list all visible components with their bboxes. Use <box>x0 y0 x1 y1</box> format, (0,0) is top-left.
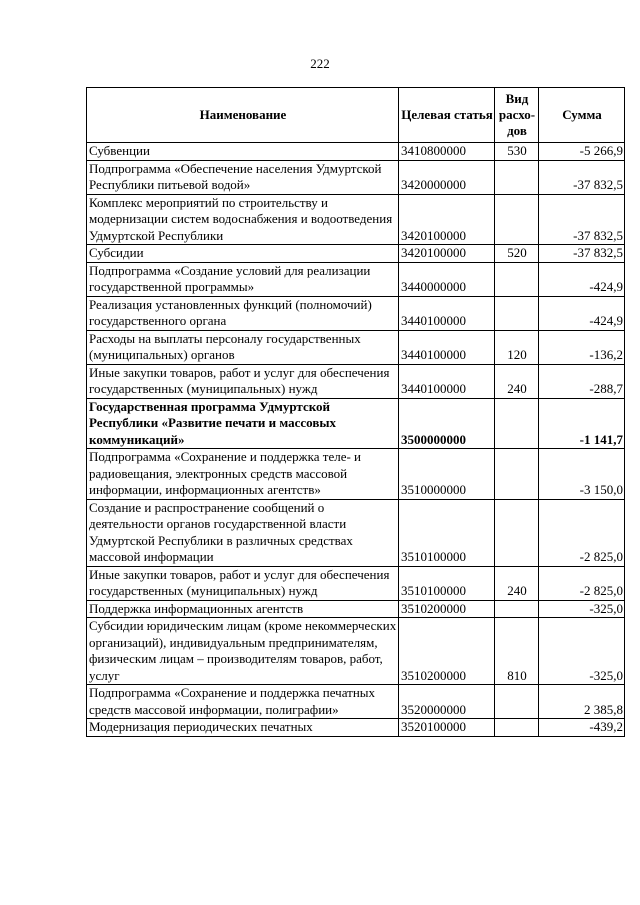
cell-name: Подпрограмма «Создание условий для реализации государственной программы» <box>87 262 399 296</box>
table-row <box>87 566 625 600</box>
cell-type <box>495 398 539 449</box>
cell-amount: -136,2 <box>539 330 625 364</box>
table-row <box>87 719 625 737</box>
cell-name: Модернизация периодических печатных <box>87 719 399 737</box>
cell-name: Поддержка информационных агентств <box>87 600 399 618</box>
table-row <box>87 330 625 364</box>
cell-amount: -424,9 <box>539 262 625 296</box>
cell-type: 530 <box>495 143 539 161</box>
cell-name: Расходы на выплаты персоналу государственных (муниципальных) органов <box>87 330 399 364</box>
cell-amount: -424,9 <box>539 296 625 330</box>
cell-code: 3420100000 <box>399 194 495 245</box>
cell-amount: 2 385,8 <box>539 685 625 719</box>
cell-name: Создание и распространение сообщений о деятельности органов государственной власти Удмуртской Республики в различных средствах массовой информации <box>87 499 399 566</box>
cell-name: Иные закупки товаров, работ и услуг для обеспечения государственных (муниципальных) нужд <box>87 566 399 600</box>
cell-code: 3440100000 <box>399 330 495 364</box>
cell-type <box>495 719 539 737</box>
cell-amount: -37 832,5 <box>539 194 625 245</box>
cell-name: Субсидии юридическим лицам (кроме некоммерческих организаций), индивидуальным предпринимателям, физическим лицам – производителям товаров, работ, услуг <box>87 618 399 685</box>
cell-name: Подпрограмма «Сохранение и поддержка печатных средств массовой информации, полиграфии» <box>87 685 399 719</box>
cell-name: Подпрограмма «Сохранение и поддержка теле- и радиовещания, электронных средств массовой информации, информационных агентств» <box>87 449 399 500</box>
header-name: Наименование <box>87 88 399 143</box>
cell-amount: -1 141,7 <box>539 398 625 449</box>
table-row <box>87 245 625 263</box>
cell-amount: -37 832,5 <box>539 245 625 263</box>
cell-amount: -3 150,0 <box>539 449 625 500</box>
header-type: Вид расхо-дов <box>495 88 539 143</box>
cell-name: Субсидии <box>87 245 399 263</box>
table-row <box>87 499 625 566</box>
cell-code: 3500000000 <box>399 398 495 449</box>
cell-type <box>495 449 539 500</box>
table-row <box>87 194 625 245</box>
cell-type <box>495 600 539 618</box>
cell-type: 240 <box>495 566 539 600</box>
table-row <box>87 398 625 449</box>
table-row <box>87 449 625 500</box>
cell-code: 3410800000 <box>399 143 495 161</box>
cell-amount: -2 825,0 <box>539 499 625 566</box>
cell-code: 3440100000 <box>399 296 495 330</box>
cell-type: 240 <box>495 364 539 398</box>
header-code: Целевая статья <box>399 88 495 143</box>
cell-type: 810 <box>495 618 539 685</box>
table-row <box>87 143 625 161</box>
table-row <box>87 364 625 398</box>
cell-code: 3520000000 <box>399 685 495 719</box>
cell-code: 3420000000 <box>399 160 495 194</box>
cell-name: Государственная программа Удмуртской Республики «Развитие печати и массовых коммуникаций» <box>87 398 399 449</box>
cell-name: Реализация установленных функций (полномочий) государственного органа <box>87 296 399 330</box>
header-amount: Сумма <box>539 88 625 143</box>
cell-amount: -325,0 <box>539 600 625 618</box>
cell-code: 3440000000 <box>399 262 495 296</box>
table-row <box>87 262 625 296</box>
cell-amount: -5 266,9 <box>539 143 625 161</box>
budget-table <box>86 87 625 737</box>
cell-type: 520 <box>495 245 539 263</box>
cell-amount: -288,7 <box>539 364 625 398</box>
cell-code: 3520100000 <box>399 719 495 737</box>
table-row <box>87 160 625 194</box>
cell-code: 3440100000 <box>399 364 495 398</box>
cell-type <box>495 194 539 245</box>
cell-name: Иные закупки товаров, работ и услуг для обеспечения государственных (муниципальных) нужд <box>87 364 399 398</box>
cell-code: 3510100000 <box>399 499 495 566</box>
table-row <box>87 618 625 685</box>
table-header-row <box>87 88 625 143</box>
cell-type <box>495 262 539 296</box>
table-row <box>87 296 625 330</box>
cell-code: 3510200000 <box>399 600 495 618</box>
cell-amount: -2 825,0 <box>539 566 625 600</box>
cell-type <box>495 499 539 566</box>
cell-name: Подпрограмма «Обеспечение населения Удмуртской Республики питьевой водой» <box>87 160 399 194</box>
cell-type <box>495 296 539 330</box>
cell-code: 3420100000 <box>399 245 495 263</box>
page-number: 222 <box>310 56 330 71</box>
table-row <box>87 685 625 719</box>
cell-type <box>495 685 539 719</box>
cell-code: 3510200000 <box>399 618 495 685</box>
cell-amount: -37 832,5 <box>539 160 625 194</box>
cell-type: 120 <box>495 330 539 364</box>
cell-amount: -439,2 <box>539 719 625 737</box>
cell-amount: -325,0 <box>539 618 625 685</box>
cell-code: 3510000000 <box>399 449 495 500</box>
cell-code: 3510100000 <box>399 566 495 600</box>
cell-name: Комплекс мероприятий по строительству и модернизации систем водоснабжения и водоотведения Удмуртской Республики <box>87 194 399 245</box>
cell-type <box>495 160 539 194</box>
table-row <box>87 600 625 618</box>
cell-name: Субвенции <box>87 143 399 161</box>
